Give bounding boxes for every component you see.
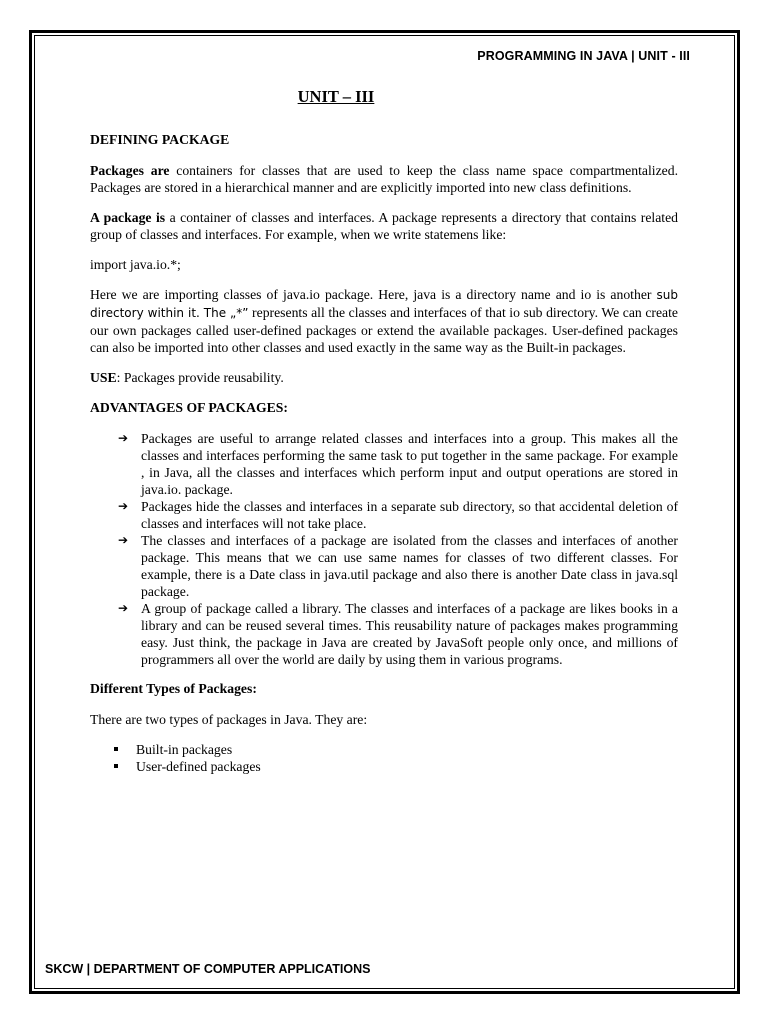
- import-statement: import java.io.*;: [90, 257, 181, 272]
- arrow-bullet-icon: ➔: [118, 533, 129, 547]
- advantages-list: [90, 430, 678, 668]
- arrow-bullet-icon: ➔: [118, 499, 129, 513]
- page-title: UNIT – III: [297, 87, 375, 106]
- list-item-text: Built-in packages: [136, 742, 233, 757]
- square-bullet-icon: [114, 764, 118, 768]
- list-item-text: User-defined packages: [136, 759, 261, 774]
- list-item: [118, 532, 678, 600]
- list-item-text: A group of package called a library. The classes and interfaces of a package are likes books in a library and can be reused several times. This reusability nature of packages makes programming easy. Just think, the package in Java are created by JavaSoft people only once, and millions of programmers all over the world are daily by using them in various programs.: [141, 601, 678, 667]
- list-item: [118, 498, 678, 532]
- paragraph-text: : Packages provide reusability.: [116, 370, 284, 385]
- square-bullet-icon: [114, 747, 118, 751]
- running-header: PROGRAMMING IN JAVA | UNIT - III: [477, 49, 690, 63]
- paragraph-text: containers for classes that are used to keep the class name space compartmentalized. Packages are stored in a hierarchical manner and are explicitly imported into new class definitions.: [90, 163, 678, 195]
- paragraph-text: a container of classes and interfaces. A package represents a directory that contains related group of classes and interfaces. For example, when we write statemens like:: [90, 210, 678, 242]
- paragraph-a-package-is: [90, 209, 678, 243]
- arrow-bullet-icon: ➔: [118, 431, 129, 445]
- list-item: [118, 600, 678, 668]
- paragraph-types-intro: There are two types of packages in Java. They are:: [90, 712, 368, 727]
- bold-term: Packages are: [90, 163, 170, 178]
- paragraph-text: Here we are importing classes of java.io package. Here, java is a directory name and io is another: [90, 287, 657, 302]
- heading-types: Different Types of Packages:: [90, 681, 257, 696]
- arrow-bullet-icon: ➔: [118, 601, 129, 615]
- paragraph-packages-are: [90, 162, 678, 196]
- list-item-text: Packages hide the classes and interfaces in a separate sub directory, so that accidental deletion of classes and interfaces will not take place.: [141, 499, 678, 531]
- running-footer: SKCW | DEPARTMENT OF COMPUTER APPLICATIONS: [45, 962, 371, 976]
- list-item-text: Packages are useful to arrange related classes and interfaces into a group. This makes all the classes and interfaces performing the same task to put together in the same package. For example , in Java, all the classes and interfaces which perform input and output operations are stored in java.io. package.: [141, 431, 678, 497]
- paragraph-importing: [90, 286, 678, 356]
- list-item: [114, 758, 678, 775]
- paragraph-text: represents all the classes and interfaces of that io sub directory. We can create our own packages called user-defined packages or extend the available packages. User-defined packages can also be imported into other classes and used exactly in the same way as the Built-in packages.: [90, 305, 678, 355]
- heading-defining-package: DEFINING PACKAGE: [90, 132, 230, 147]
- list-item: [118, 430, 678, 498]
- heading-advantages: ADVANTAGES OF PACKAGES:: [90, 400, 288, 415]
- paragraph-snippet: sub directory within it. The „*”: [90, 288, 678, 320]
- document-body: [90, 131, 678, 775]
- list-item: [114, 741, 678, 758]
- list-item-text: The classes and interfaces of a package are isolated from the classes and interfaces of another package. This means that we can use same names for classes of two different classes. For example, there is a Date class in java.util package and also there is another Date class in java.sql package.: [141, 533, 678, 599]
- types-list: [90, 741, 678, 775]
- paragraph-use: [90, 369, 678, 386]
- bold-term: A package is: [90, 210, 166, 225]
- bold-term: USE: [90, 370, 117, 385]
